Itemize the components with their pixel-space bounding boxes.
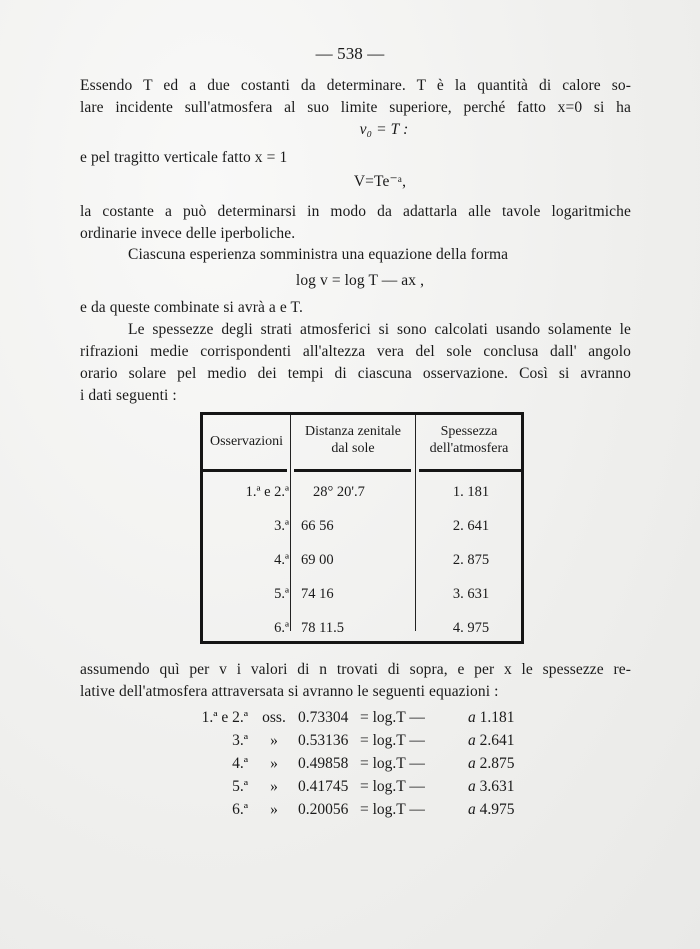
header-line: dell'atmosfera [429, 441, 509, 456]
equation-rhs: = log.T — [360, 709, 425, 726]
equation-value: 0.53136 [298, 732, 349, 749]
header-line: Distanza zenitale [304, 424, 401, 439]
paragraph-line: rifrazioni medie corrispondenti all'altezza vera del sole conclusa dall' angolo [80, 343, 631, 360]
header-rule [419, 469, 521, 472]
equation-rhs: = log.T — [360, 755, 425, 772]
cell-observation: 3.ª [274, 518, 289, 534]
paragraph-line: Le spessezze degli strati atmosferici si sono calcolati usando solamente le [128, 321, 631, 338]
formula-V: V=Te⁻ᵃ, [353, 173, 407, 190]
table-header-observations: Osservazioni [209, 434, 284, 449]
equation-a: a [468, 709, 476, 726]
paragraph-line: Essendo T ed a due costanti da determinare. T è la quantità di calore so- [80, 77, 631, 94]
equation-label: 4.ª [232, 755, 248, 772]
equation-x: 1.181 [479, 709, 515, 726]
header-rule [294, 469, 411, 472]
header-line: Spessezza [440, 424, 498, 439]
paragraph-line: la costante a può determinarsi in modo da adattarla alle tavole logaritmiche [80, 203, 631, 220]
cell-thickness: 1. 181 [452, 484, 490, 500]
cell-observation: 5.ª [274, 586, 289, 602]
table-header-thickness [416, 423, 522, 457]
equation-oss: » [270, 755, 278, 772]
paragraph-line: assumendo quì per v i valori di n trovati di sopra, e per x le spessezze re- [80, 661, 631, 678]
formula-v0: v₀ = T : [359, 121, 409, 138]
paragraph-line: ordinarie invece delle iperboliche. [80, 225, 296, 242]
paragraph-line: e da queste combinate si avrà a e T. [80, 299, 303, 316]
cell-thickness: 3. 631 [452, 586, 490, 602]
cell-distance: 78 11.5 [301, 620, 344, 636]
equation-label: 3.ª [232, 732, 248, 749]
equation-row [0, 777, 700, 799]
equation-row [0, 754, 700, 776]
cell-observation: 6.ª [274, 620, 289, 636]
equation-x: 3.631 [479, 778, 515, 795]
equation-a: a [468, 801, 476, 818]
page-number: — 538 — [315, 44, 385, 63]
cell-thickness: 4. 975 [452, 620, 490, 636]
observations-table [200, 412, 524, 644]
equation-oss: » [270, 778, 278, 795]
equation-rhs: = log.T — [360, 778, 425, 795]
table-header-distance [291, 423, 415, 457]
cell-distance: 28° 20'.7 [313, 484, 365, 500]
paragraph-line: Ciascuna esperienza somministra una equazione della forma [128, 246, 509, 263]
equation-oss: oss. [262, 709, 286, 726]
equation-label: 6.ª [232, 801, 248, 818]
equation-value: 0.49858 [298, 755, 349, 772]
cell-observation: 1.ª e 2.ª [245, 484, 289, 500]
formula-log: log v = log T — ax , [295, 272, 425, 289]
equation-oss: » [270, 801, 278, 818]
header-line: dal sole [331, 441, 375, 456]
paragraph-line: orario solare pel medio dei tempi di ciascuna osservazione. Così si avranno [80, 365, 631, 382]
equation-a: a [468, 778, 476, 795]
cell-observation: 4.ª [274, 552, 289, 568]
cell-distance: 66 56 [301, 518, 334, 534]
cell-thickness: 2. 875 [452, 552, 490, 568]
equation-a: a [468, 732, 476, 749]
cell-thickness: 2. 641 [452, 518, 490, 534]
paragraph-line: lative dell'atmosfera attraversata si avranno le seguenti equazioni : [80, 683, 499, 700]
equation-label: 5.ª [232, 778, 248, 795]
cell-distance: 74 16 [301, 586, 334, 602]
cell-distance: 69 00 [301, 552, 334, 568]
equation-rhs: = log.T — [360, 732, 425, 749]
equation-row [0, 708, 700, 730]
paragraph-line: lare incidente sull'atmosfera al suo limite superiore, perché fatto x=0 si ha [80, 99, 631, 116]
equation-a: a [468, 755, 476, 772]
equation-x: 2.641 [479, 732, 515, 749]
equation-value: 0.73304 [298, 709, 349, 726]
header-rule [203, 469, 287, 472]
equation-row [0, 731, 700, 753]
equation-value: 0.20056 [298, 801, 349, 818]
equation-x: 2.875 [479, 755, 515, 772]
equation-row [0, 800, 700, 822]
equation-x: 4.975 [479, 801, 515, 818]
equation-oss: » [270, 732, 278, 749]
equation-label: 1.ª e 2.ª [201, 709, 248, 726]
paragraph-line: e pel tragitto verticale fatto x = 1 [80, 149, 288, 166]
equation-rhs: = log.T — [360, 801, 425, 818]
equation-value: 0.41745 [298, 778, 349, 795]
paragraph-line: i dati seguenti : [80, 387, 177, 404]
